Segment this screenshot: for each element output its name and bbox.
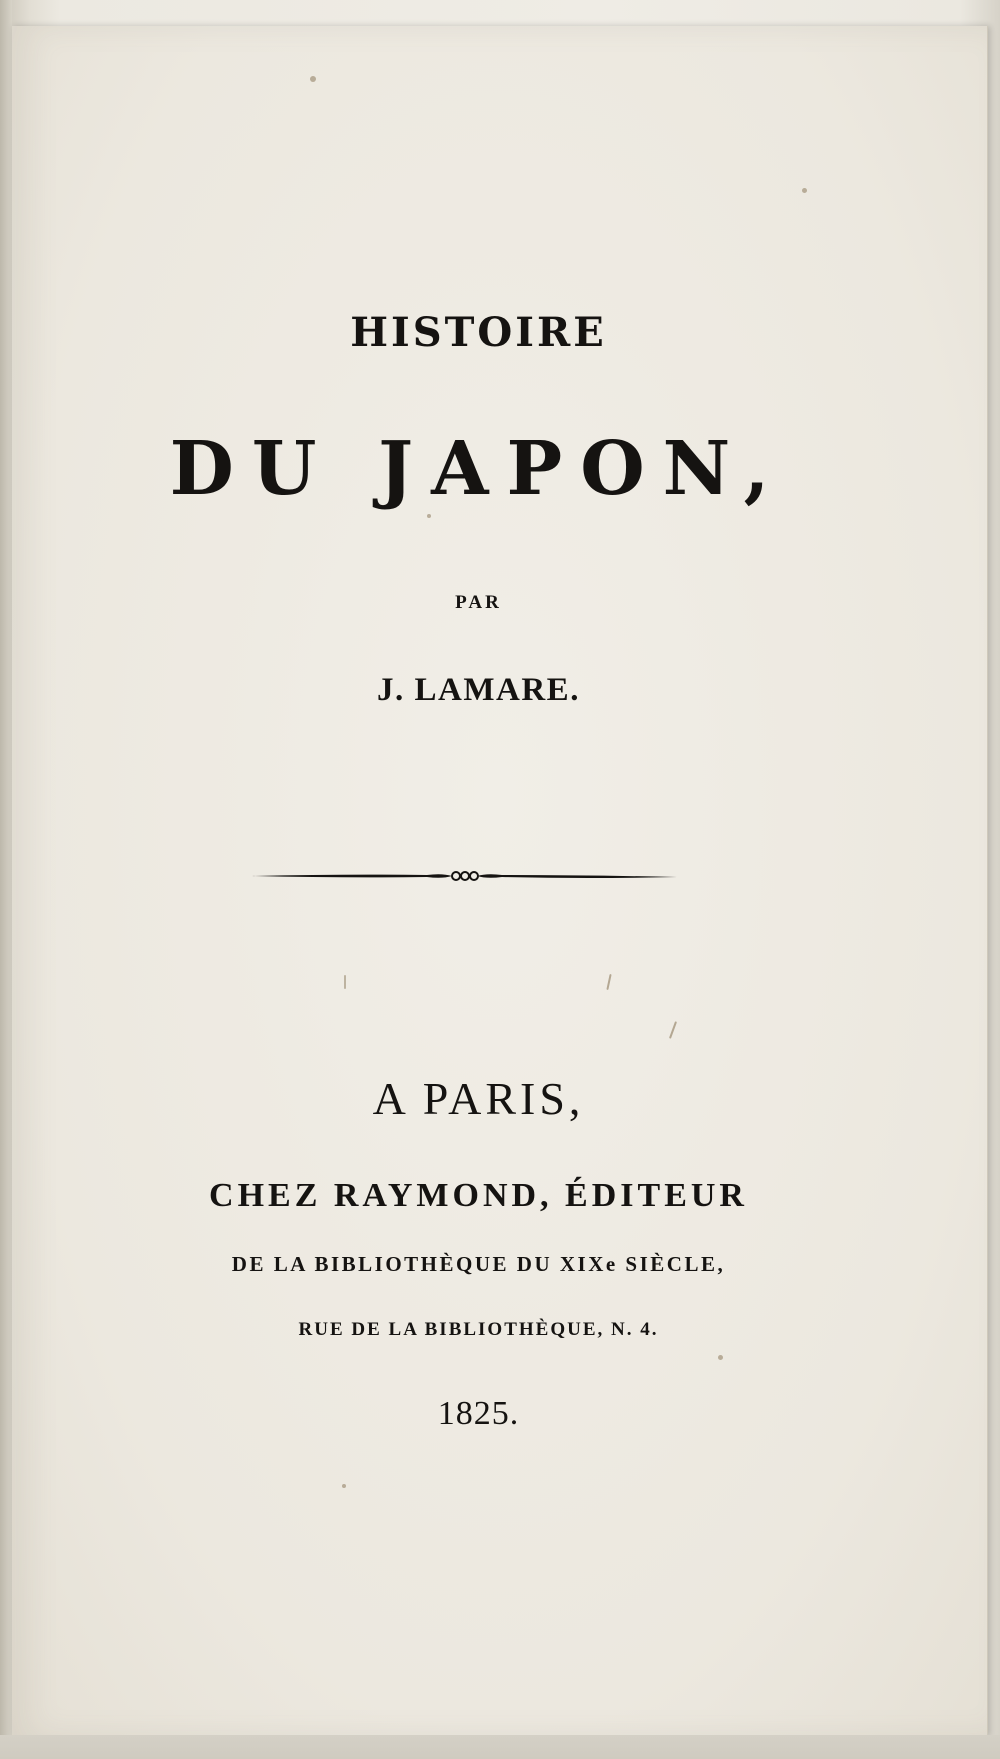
library-line: DE LA BIBLIOTHÈQUE DU XIXe SIÈCLE,: [231, 1252, 726, 1276]
background-surface: [0, 1735, 1000, 1759]
publication-city: A PARIS,: [372, 1073, 585, 1124]
paper-fiber: [344, 975, 346, 989]
publisher-line: CHEZ RAYMOND, ÉDITEUR: [209, 1177, 748, 1214]
paper-fiber: [669, 1021, 677, 1039]
paper-fiber: [606, 974, 611, 990]
publication-year: 1825.: [437, 1395, 520, 1432]
paper-speck: [427, 514, 431, 518]
author-name: J. LAMARE.: [377, 672, 580, 708]
address-line: RUE DE LA BIBLIOTHÈQUE, N. 4.: [298, 1319, 659, 1340]
title-line-1: HISTOIRE: [350, 309, 607, 356]
title-line-2: DU JAPON,: [169, 426, 788, 512]
title-page: [12, 26, 988, 1736]
by-line: PAR: [455, 592, 502, 613]
paper-speck: [718, 1355, 723, 1360]
paper-speck: [802, 188, 807, 193]
paper-speck: [310, 76, 316, 82]
previous-page-edge: [0, 0, 12, 1759]
ornamental-rule: [252, 864, 677, 888]
paper-speck: [342, 1484, 346, 1488]
